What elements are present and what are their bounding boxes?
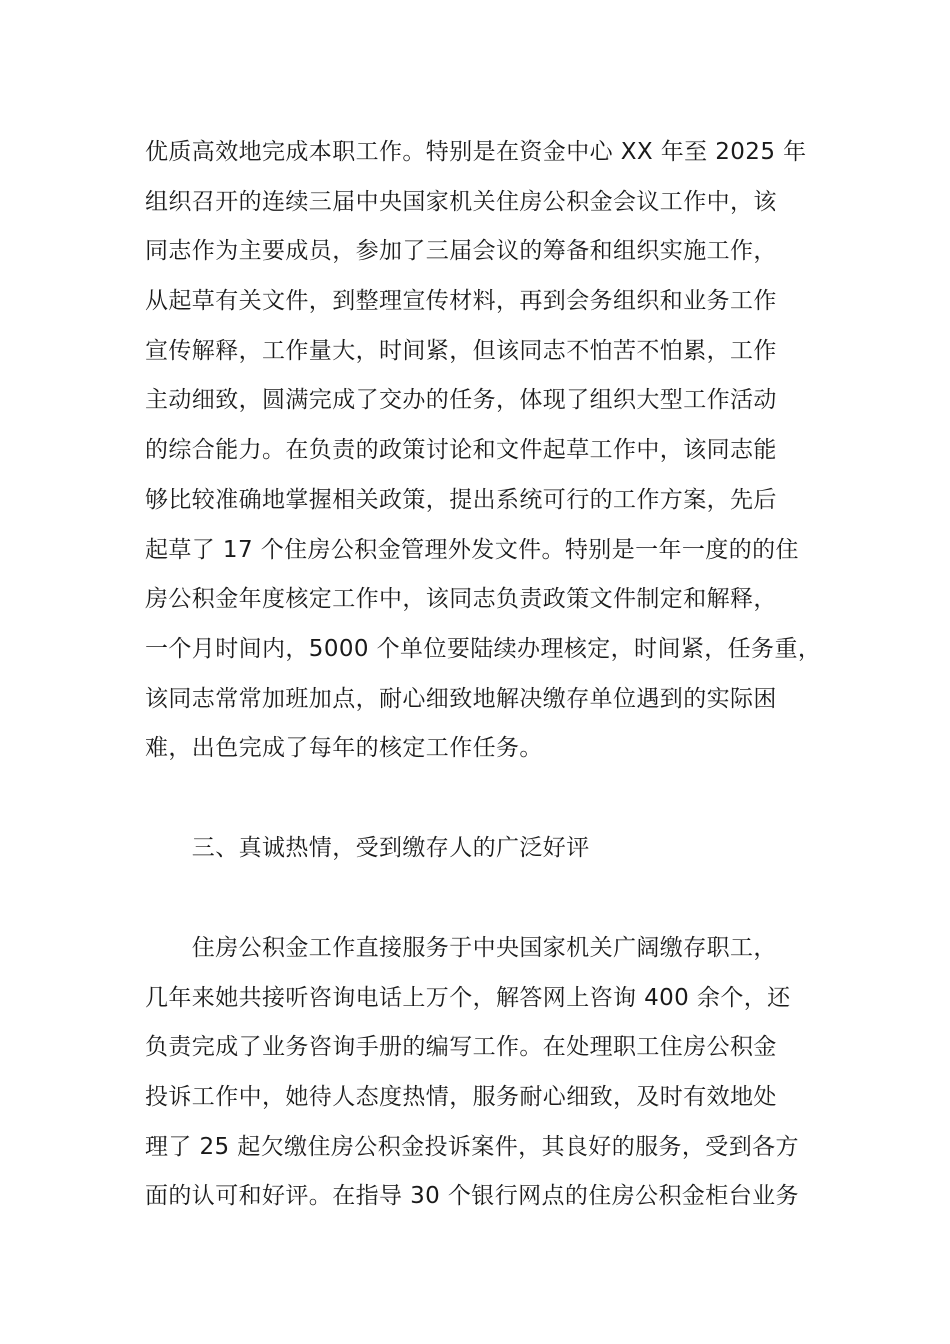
text-line: 难，出色完成了每年的核定工作任务。 <box>145 735 543 762</box>
text-line: 宣传解释，工作量大，时间紧，但该同志不怕苦不怕累，工作 <box>145 337 777 364</box>
text-line: 的综合能力。在负责的政策讨论和文件起草工作中，该同志能 <box>145 437 777 464</box>
paragraph-service <box>145 924 825 1222</box>
heading-text: 三、真诚热情，受到缴存人的广泛好评 <box>145 835 590 861</box>
text-line: 够比较准确地掌握相关政策，提出系统可行的工作方案，先后 <box>145 486 777 513</box>
text-line: 投诉工作中，她待人态度热情，服务耐心细致，及时有效地处 <box>145 1084 777 1111</box>
text-line: 住房公积金工作直接服务于中央国家机关广阔缴存职工， <box>145 935 777 961</box>
text-line: 起草了 17 个住房公积金管理外发文件。特别是一年一度的的住 <box>145 536 799 563</box>
paragraph-performance <box>145 128 825 774</box>
text-line: 主动细致，圆满完成了交办的任务，体现了组织大型工作活动 <box>145 387 777 414</box>
text-line: 优质高效地完成本职工作。特别是在资金中心 XX 年至 2025 年 <box>145 139 807 165</box>
text-line: 理了 25 起欠缴住房公积金投诉案件，其良好的服务，受到各方 <box>145 1133 799 1160</box>
text-line: 面的认可和好评。在指导 30 个银行网点的住房公积金柜台业务 <box>145 1183 799 1210</box>
text-line: 组织召开的连续三届中央国家机关住房公积金会议工作中，该 <box>145 188 777 215</box>
text-line: 该同志常常加班加点，耐心细致地解决缴存单位遇到的实际困 <box>145 685 777 712</box>
section-heading <box>145 824 825 874</box>
text-line: 几年来她共接听咨询电话上万个，解答网上咨询 400 余个，还 <box>145 984 791 1011</box>
text-line: 从起草有关文件，到整理宣传材料，再到会务组织和业务工作 <box>145 288 777 315</box>
text-line: 负责完成了业务咨询手册的编写工作。在处理职工住房公积金 <box>145 1034 777 1061</box>
text-line: 同志作为主要成员，参加了三届会议的筹备和组织实施工作， <box>145 238 777 265</box>
text-line: 一个月时间内，5000 个单位要陆续办理核定，时间紧，任务重， <box>145 635 822 662</box>
text-line: 房公积金年度核定工作中，该同志负责政策文件制定和解释， <box>145 586 777 613</box>
